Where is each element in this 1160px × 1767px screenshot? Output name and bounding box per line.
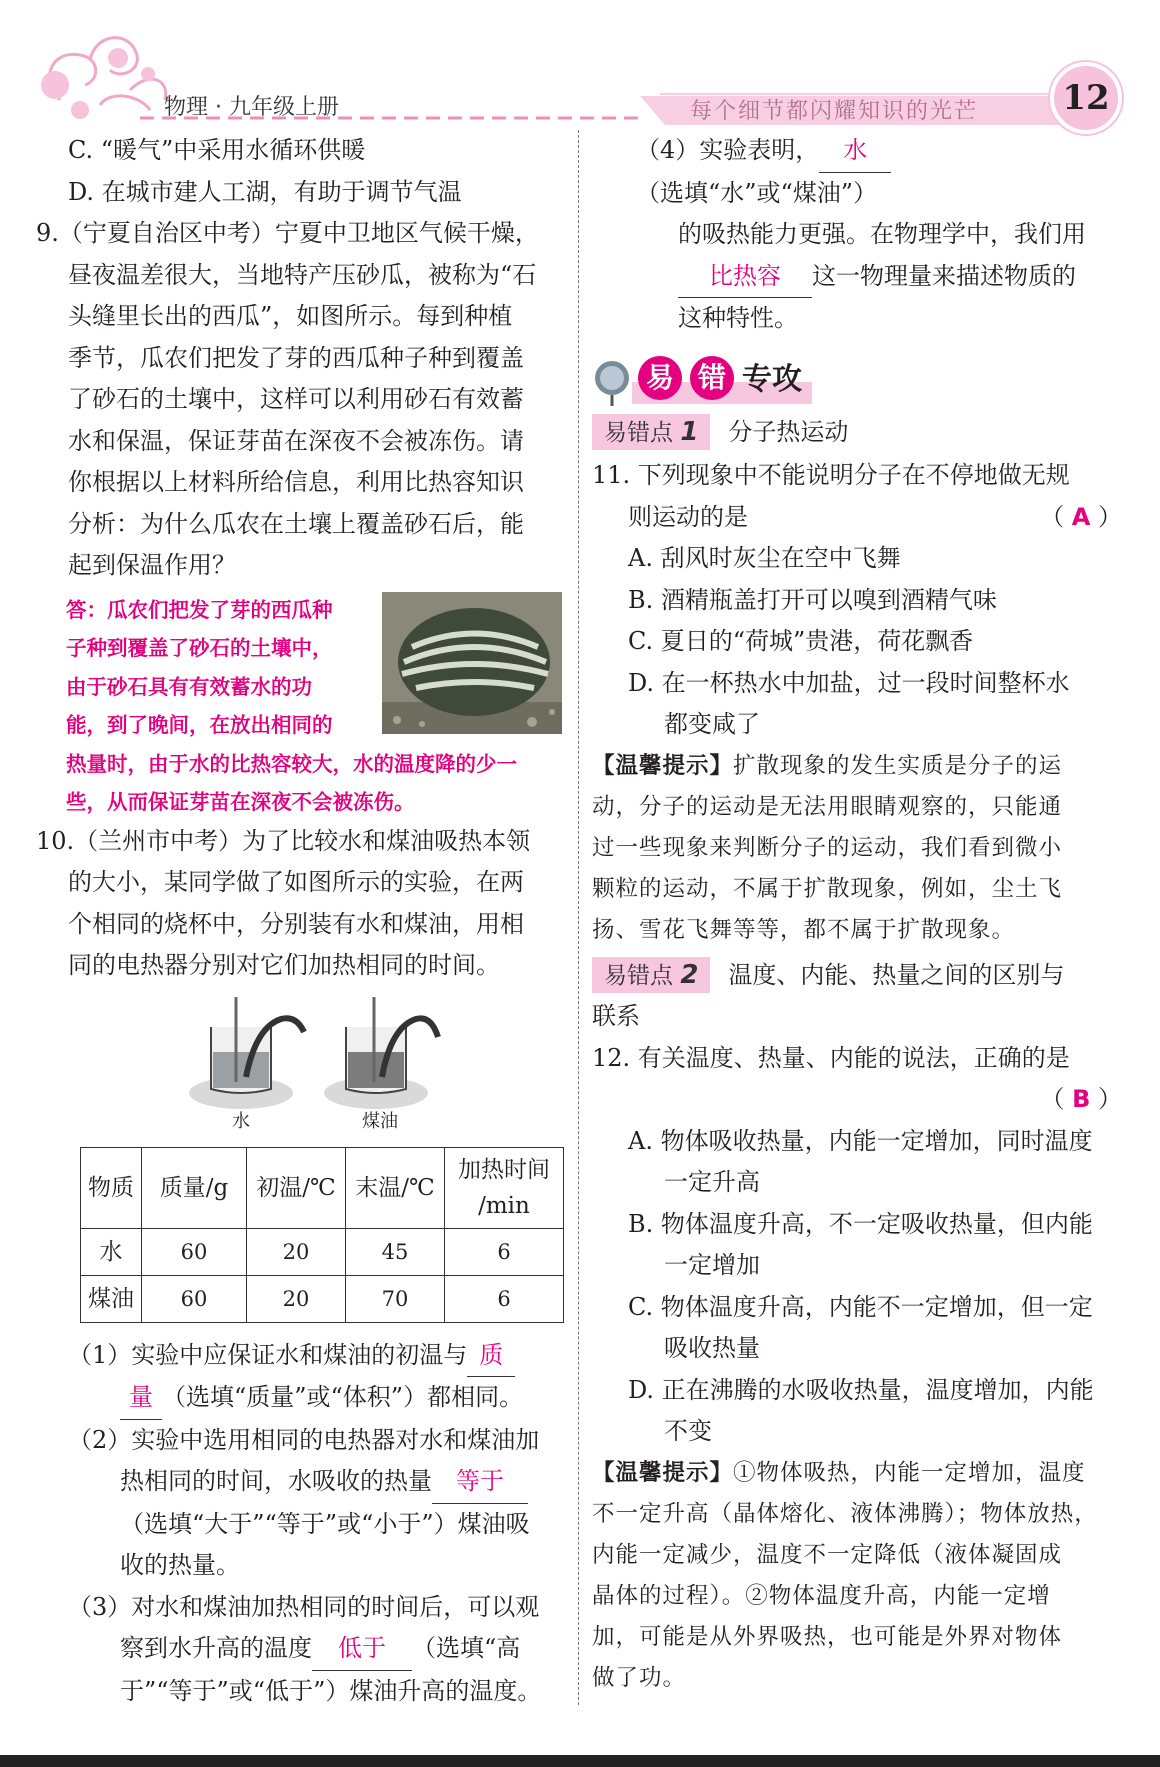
q10-subquestions	[36, 1335, 566, 1713]
tip-line: 颗粒的运动，不属于扩散现象，例如，尘土飞	[592, 875, 1063, 902]
error-point-title: 联系	[592, 1002, 640, 1030]
sub4-text: （选填“水”或“煤油”）	[636, 178, 878, 207]
table-cell: 20	[247, 1275, 346, 1322]
error-point-1	[592, 412, 1122, 454]
table-header-row	[81, 1147, 564, 1228]
table-row	[81, 1228, 564, 1275]
book-title: 物理 · 九年级上册	[164, 95, 339, 120]
sub4-line: 这种特性。	[678, 304, 798, 332]
table-cell: 45	[346, 1228, 445, 1275]
sub4-blank2: 比热容	[678, 256, 812, 299]
q9-line: 季节，瓜农们把发了芽的西瓜种子种到覆盖	[68, 343, 524, 372]
question-12	[592, 1038, 1122, 1453]
error-point-badge	[592, 957, 710, 993]
q9-answer-line: 能，到了晚间，在放出相同的	[66, 713, 333, 737]
table-cell: 煤油	[81, 1275, 142, 1322]
q12-option: 一定增加	[664, 1251, 760, 1279]
section-heading-char2: 错	[698, 360, 727, 394]
sub2-line: （2）实验中选用相同的电热器对水和煤油加	[68, 1425, 540, 1454]
sub2-text: 热相同的时间，水吸收的热量	[120, 1467, 432, 1495]
tip-line: 扬、雪花飞舞等等，都不属于扩散现象。	[592, 916, 1016, 943]
q12-option: 吸收热量	[664, 1334, 760, 1362]
answer-bracket: （ A ）	[1040, 502, 1122, 531]
q12-option: B. 物体温度升高，不一定吸收热量，但内能	[628, 1209, 1093, 1238]
table-cell: 6	[445, 1275, 564, 1322]
q9-answer	[36, 587, 566, 821]
page-header	[0, 0, 1160, 130]
q11-option: D. 在一杯热水中加盐，过一段时间整杯水	[628, 668, 1070, 697]
table-cell: 60	[142, 1275, 247, 1322]
experiment-table	[80, 1147, 564, 1323]
sub2-line	[36, 1461, 566, 1504]
q11-option: 都变咸了	[664, 710, 760, 738]
table-header	[445, 1147, 564, 1228]
table-row	[81, 1275, 564, 1322]
badge-number: 2	[680, 959, 699, 990]
sub1-blank-b: 量	[120, 1377, 162, 1420]
q12-option: D. 正在沸腾的水吸收热量，温度增加，内能	[628, 1375, 1094, 1404]
sub4-line: 的吸热能力更强。在物理学中，我们用	[678, 220, 1086, 248]
sub4-text: 这一物理量来描述物质的	[812, 261, 1076, 290]
tip-line: 加，可能是从外界吸热，也可能是外界对物体	[592, 1623, 1063, 1650]
sub4-blank: 水	[819, 130, 891, 173]
header-motto: 每个细节都闪耀知识的光芒	[690, 99, 979, 124]
question-11	[592, 455, 1122, 746]
sub2-line: （选填“大于”“等于”或“小于”）煤油吸	[120, 1509, 530, 1538]
q12-option: 一定升高	[664, 1168, 760, 1196]
q9-answer-line: 由于砂石具有有效蓄水的功	[66, 674, 312, 699]
beaker-label-kerosene: 煤油	[362, 1110, 398, 1132]
table-cell: 70	[346, 1275, 445, 1322]
badge-label: 易错点	[604, 962, 673, 989]
q10-line: 10.（兰州市中考）为了比较水和煤油吸热本领	[36, 826, 531, 855]
table-header-line: /min	[478, 1192, 530, 1219]
sub1-blank-a: 质	[467, 1335, 515, 1378]
q9-line: 昼夜温差很大，当地特产压砂瓜，被称为“石	[68, 260, 537, 289]
q12-stem: 12. 有关温度、热量、内能的说法，正确的是	[592, 1043, 1070, 1072]
page-number: 12	[1050, 62, 1122, 134]
sub1-text: （1）实验中应保证水和煤油的初温与	[68, 1340, 468, 1369]
sub3-line: （3）对水和煤油加热相同的时间后，可以观	[68, 1592, 540, 1621]
q9-line: 水和保温，保证芽苗在深夜不会被冻伤。请	[68, 426, 524, 455]
error-point-2	[592, 955, 1122, 1038]
table-cell: 20	[247, 1228, 346, 1275]
table-header: 末温/℃	[346, 1147, 445, 1228]
answer-bracket: （ B ）	[1040, 1085, 1122, 1113]
table-cell: 水	[81, 1228, 142, 1275]
error-point-title: 分子热运动	[728, 417, 849, 446]
sub3-line	[36, 1628, 566, 1671]
sub1-line2	[36, 1377, 566, 1420]
sub3-line: 于”“等于”或“低于”）煤油升高的温度。	[120, 1676, 542, 1705]
q11-answer: A	[1071, 502, 1091, 531]
error-point-title: 温度、内能、热量之间的区别与	[728, 960, 1065, 989]
sub3-text: 察到水升高的温度	[120, 1634, 312, 1662]
watermelon-photo	[382, 592, 562, 734]
tip-line: 内能一定减少，温度不一定降低（液体凝固成	[592, 1541, 1063, 1568]
sub3-text: （选填“高	[412, 1634, 521, 1662]
q12-option: 不变	[664, 1417, 712, 1445]
q11-stem: 11. 下列现象中不能说明分子在不停地做无规	[592, 461, 1070, 489]
q9-line: 了砂石的土壤中，这样可以利用砂石有效蓄	[68, 385, 524, 413]
table-cell: 60	[142, 1228, 247, 1275]
bottom-bar	[0, 1755, 1160, 1767]
tip-line: 做了功。	[592, 1664, 687, 1691]
q10-line: 的大小，某同学做了如图所示的实验，在两	[68, 868, 524, 896]
sub3-blank: 低于	[312, 1628, 412, 1671]
q11-option: C. 夏日的“荷城”贵港，荷花飘香	[628, 627, 974, 655]
question-9	[36, 213, 566, 587]
table-header-line: 加热时间	[458, 1156, 550, 1183]
section-heading	[592, 348, 1122, 408]
table-header: 物质	[81, 1147, 142, 1228]
q9-answer-line: 答：瓜农们把发了芽的西瓜种	[66, 597, 333, 622]
sub2-line: 收的热量。	[120, 1551, 240, 1579]
sub4-text: （4）实验表明，	[636, 136, 820, 164]
q10-line: 个相同的烧杯中，分别装有水和煤油，用相	[68, 909, 524, 938]
q9-line: 你根据以上材料所给信息，利用比热容知识	[68, 468, 524, 496]
q12-option: A. 物体吸收热量，内能一定增加，同时温度	[628, 1126, 1093, 1155]
sub4-line	[592, 130, 1122, 214]
q11-option: A. 刮风时灰尘在空中飞舞	[628, 544, 901, 572]
q9-line: 9.（宁夏自治区中考）宁夏中卫地区气候干燥，	[36, 219, 539, 247]
tip-2	[592, 1453, 1122, 1699]
q9-line: 分析：为什么瓜农在土壤上覆盖砂石后，能	[68, 509, 524, 538]
q12-answer: B	[1072, 1085, 1091, 1113]
q8-option-c: C. “暖气”中采用水循环供暖	[68, 136, 366, 164]
beaker-label-water: 水	[232, 1110, 250, 1132]
tip-line	[592, 1453, 1122, 1494]
q11-stem2	[592, 497, 1122, 539]
sub4-line	[592, 256, 1122, 299]
tip-label: 【温馨提示】	[592, 752, 734, 779]
section-heading-text: 专攻	[742, 361, 802, 397]
tip-text: ①物体吸热，内能一定增加，温度	[733, 1459, 1086, 1486]
badge-number: 1	[680, 416, 699, 447]
q9-answer-line: 些，从而保证芽苗在深夜不会被冻伤。	[66, 790, 415, 814]
tip-line: 动，分子的运动是无法用眼睛观察的，只能通	[592, 793, 1063, 820]
tip-line: 晶体的过程）。②物体温度升高，内能一定增	[592, 1582, 1051, 1609]
beaker-illustration	[186, 997, 486, 1117]
q9-answer-line: 热量时，由于水的比热容较大，水的温度降的少一	[66, 751, 517, 776]
tip-line: 不一定升高（晶体熔化、液体沸腾）；物体放热，	[592, 1500, 1098, 1527]
table-cell: 6	[445, 1228, 564, 1275]
q11-option: B. 酒精瓶盖打开可以嗅到酒精气味	[628, 585, 997, 614]
q9-line: 头缝里长出的西瓜”，如图所示。每到种植	[68, 302, 513, 330]
q11-stem-text: 则运动的是	[628, 502, 748, 531]
tip-1	[592, 746, 1122, 951]
q9-answer-line: 子种到覆盖了砂石的土壤中，	[66, 636, 333, 660]
q9-line: 起到保温作用？	[68, 551, 236, 579]
tip-line: 过一些现象来判断分子的运动，我们看到微小	[592, 834, 1063, 861]
sub1-line	[36, 1335, 566, 1378]
tip-text: 扩散现象的发生实质是分子的运	[733, 752, 1063, 779]
q8-option-d: D. 在城市建人工湖，有助于调节气温	[68, 177, 462, 206]
error-point-badge	[592, 414, 710, 450]
right-column	[592, 130, 1122, 1699]
tip-line	[592, 746, 1122, 787]
q10-line: 同的电热器分别对它们加热相同的时间。	[68, 951, 500, 979]
sub2-blank: 等于	[432, 1461, 528, 1504]
tip-label: 【温馨提示】	[592, 1459, 734, 1486]
sub1-text: （选填“质量”或“体积”）都相同。	[162, 1383, 524, 1411]
beaker-figure	[36, 997, 566, 1137]
column-divider	[578, 130, 579, 1705]
section-heading-char1: 易	[646, 360, 675, 394]
table-header: 初温/℃	[247, 1147, 346, 1228]
table-header: 质量/g	[142, 1147, 247, 1228]
q12-option: C. 物体温度升高，内能不一定增加，但一定	[628, 1292, 1093, 1321]
question-10	[36, 821, 566, 987]
badge-label: 易错点	[604, 419, 673, 446]
left-column	[36, 130, 566, 1712]
